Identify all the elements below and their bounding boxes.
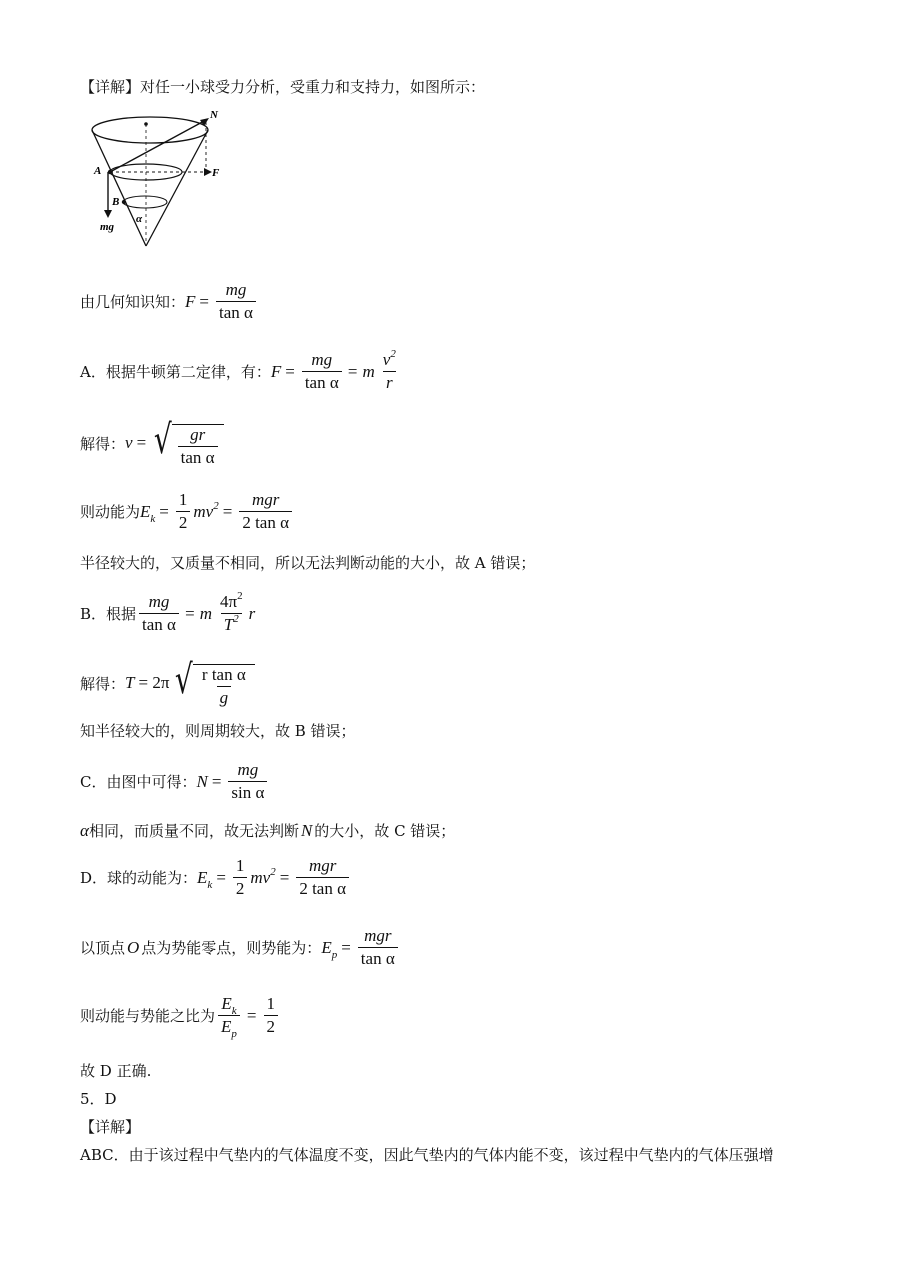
fraction: $\frac{4\pi^2}{T^2}$ <box>219 590 243 634</box>
conclusion-c-line: α 相同，而质量不同，故无法判断 N 的大小，故 C 错误； <box>80 820 456 840</box>
label-mg: mg <box>100 221 115 233</box>
fraction: $\frac{\text{mgr}}{\text{2 tan α}}$ <box>239 490 292 533</box>
label-F: F <box>212 167 220 179</box>
conclusion-b-line: 知半径较大的，则周期较大，故 B 错误； <box>80 722 356 740</box>
label-alpha: α <box>136 213 143 225</box>
potential-energy-line: 以顶点 O 点为势能零点，则势能为： $E_p$ = $\frac{\text{mgr}}{\text{tan α}}$ <box>80 926 401 969</box>
label-B: B <box>112 196 120 208</box>
fraction: $\frac{1}{2}$ <box>176 490 191 533</box>
option-c-line: C．由图中可得： N = $\frac{mg}{\text{sin α}}$ <box>80 760 270 803</box>
label-N: N <box>210 109 218 121</box>
fraction: $\frac{mg}{\text{tan α}}$ <box>302 350 342 393</box>
energy-ratio-line: 则动能与势能之比为 $\frac{E_k}{E_p}$ = $\frac{1}{2}$ <box>80 994 281 1037</box>
fraction: $\frac{E_k}{E_p}$ <box>218 994 240 1037</box>
fraction: $\frac{mg}{\text{tan α}}$ <box>139 592 179 635</box>
square-root: √ $\frac{\text{r tan α}}{g}$ <box>171 658 254 708</box>
abc-explanation-line: ABC．由于该过程中气垫内的气体温度不变，因此气垫内的气体内能不变，该过程中气垫内的气体压强增 <box>80 1146 774 1164</box>
answer-5-line: 5．D <box>80 1090 117 1108</box>
fraction: $\frac{v^2}{r}$ <box>382 348 396 392</box>
solve-t-line: 解得： T = 2π √ $\frac{\text{r tan α}}{g}$ <box>80 658 255 708</box>
detail-heading-2: 【详解】 <box>80 1118 141 1136</box>
fraction: $\frac{1}{2}$ <box>264 994 279 1037</box>
geometry-line: 由几何知识知： F = $\frac{mg}{\text{tan α}}$ <box>80 280 259 323</box>
solve-v-line: 解得： v = √ $\frac{gr}{\text{tan α}}$ <box>80 418 224 468</box>
detail-intro-text: 【详解】对任一小球受力分析，受重力和支持力，如图所示： <box>80 78 486 96</box>
kinetic-energy-line: 则动能为 $E_k$ = $\frac{1}{2}$ $mv^2$ = $\frac{\text{mgr}}{\text{2 tan α}}$ <box>80 490 295 533</box>
option-a-line: A．根据牛顿第二定律，有： F = $\frac{mg}{\text{tan α}}$ = m $\frac{v^2}{r}$ <box>80 350 402 393</box>
conclusion-a-line: 半径较大的，又质量不相同，所以无法判断动能的大小，故 A 错误； <box>80 554 536 572</box>
label-A: A <box>94 165 102 177</box>
option-b-line: B．根据 $\frac{mg}{\text{tan α}}$ = m $\frac{4\pi^2}{T^2}$ r <box>80 590 256 634</box>
fraction: $\frac{mg}{\text{tan α}}$ <box>216 280 256 323</box>
cone-force-diagram <box>86 104 236 254</box>
fraction: $\frac{1}{2}$ <box>233 856 248 899</box>
fraction: $\frac{\text{mgr}}{\text{2 tan α}}$ <box>296 856 349 899</box>
fraction: $\frac{\text{r tan α}}{g}$ <box>201 665 246 707</box>
conclusion-d-line: 故 D 正确. <box>80 1062 152 1080</box>
option-d-line: D．球的动能为： $E_k$ = $\frac{1}{2}$ $mv^2$ = $\frac{\text{mgr}}{\text{2 tan α}}$ <box>80 856 352 899</box>
square-root: √ $\frac{gr}{\text{tan α}}$ <box>150 418 223 468</box>
fraction: $\frac{\text{mgr}}{\text{tan α}}$ <box>358 926 398 969</box>
fraction: $\frac{mg}{\text{sin α}}$ <box>228 760 267 803</box>
detail-heading-line <box>80 76 485 97</box>
fraction: $\frac{gr}{\text{tan α}}$ <box>178 425 218 468</box>
